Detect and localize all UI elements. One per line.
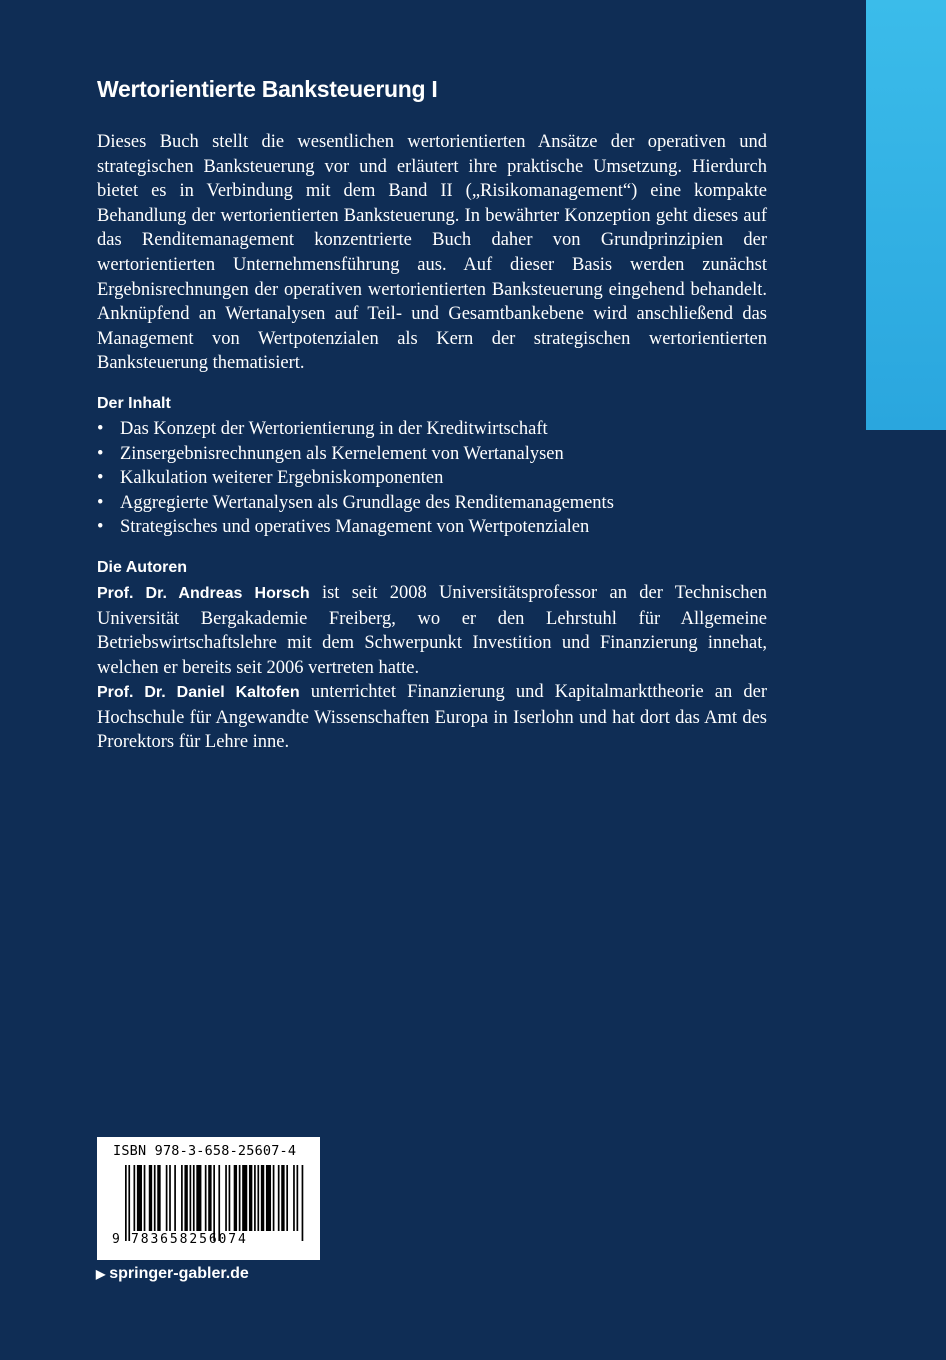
barcode-bar xyxy=(181,1165,183,1231)
barcode-bar xyxy=(208,1165,211,1231)
barcode-bar xyxy=(293,1165,295,1231)
author-bio: Prof. Dr. Daniel Kaltofen unterrichtet Finanzierung und Kapitalmarkttheorie an der Hochschule für Angewandte Wissenschaften Europa in Iserlohn und hat dort das Amt des Prorektors für Lehre inne. xyxy=(97,682,768,753)
barcode-bar xyxy=(254,1165,256,1231)
book-description: Dieses Buch stellt die wesentlichen wertorientierten Ansätze der operativen und strategischen Banksteuerung vor und erläutert ihre praktische Umsetzung. Hierdurch bietet es in Verbindung mit dem Band II („Risikomanagement“) eine kompakte Behandlung der wertorientierten Banksteuerung. In bewährter Konzeption geht dieses auf das Renditemanagement konzentrierte Buch daher von Grundprinzipien der wertorientierten Unternehmensführung aus. Auf dieser Basis werden zunächst Ergebnisrechnungen der operativen wertorientierten Banksteuerung eingehend behandelt. Anknüpfend an Wertanalysen auf Teil- und Gesamtbankebene wird anschließend das Management von Wertpotenzialen als Kern der strategischen wertorientierten Banksteuerung thematisiert. xyxy=(97,132,767,374)
list-item: • Das Konzept der Wertorientierung in der Kreditwirtschaft xyxy=(97,417,767,442)
author-name: Prof. Dr. Daniel Kaltofen xyxy=(97,684,300,702)
bullet-icon: • xyxy=(97,443,104,464)
contents-heading: Der Inhalt xyxy=(97,394,171,412)
barcode-bar xyxy=(302,1165,304,1241)
publisher-website-link[interactable] xyxy=(96,1265,249,1283)
barcode-bar xyxy=(149,1165,152,1231)
barcode-bar xyxy=(225,1165,227,1231)
barcode-bar xyxy=(190,1165,192,1231)
barcode-bar xyxy=(234,1165,237,1231)
barcode-bar xyxy=(286,1165,288,1231)
barcode-bar xyxy=(166,1165,168,1231)
barcode-bar xyxy=(128,1165,130,1241)
website-text: springer-gabler.de xyxy=(109,1265,249,1282)
barcode-bar xyxy=(125,1165,127,1241)
cover-accent-stripe xyxy=(866,0,946,430)
barcode-bar xyxy=(239,1165,241,1231)
barcode-bar xyxy=(144,1165,146,1231)
barcode-bar xyxy=(249,1165,252,1231)
barcode-bar xyxy=(196,1165,201,1231)
list-item: • Aggregierte Wertanalysen als Grundlage des Renditemanagements xyxy=(97,491,767,516)
back-cover-content xyxy=(97,74,767,755)
barcode-bar xyxy=(229,1165,231,1231)
barcode-bar xyxy=(281,1165,284,1231)
ean-first-digit: 9 xyxy=(112,1232,120,1247)
barcode-bars xyxy=(125,1165,305,1241)
ean-digits: 783658256074 xyxy=(131,1232,248,1247)
author-name: Prof. Dr. Andreas Horsch xyxy=(97,584,310,602)
barcode-bar xyxy=(278,1165,280,1231)
barcode-bar xyxy=(174,1165,176,1231)
barcode-bar xyxy=(133,1165,135,1231)
barcode-bar xyxy=(297,1165,299,1231)
bullet-icon: • xyxy=(97,517,104,538)
barcode-bar xyxy=(273,1165,275,1231)
play-arrow-icon: ▶ xyxy=(96,1267,106,1281)
barcode-bar xyxy=(213,1165,215,1241)
list-item: • Kalkulation weiterer Ergebniskomponenten xyxy=(97,466,767,491)
barcode-bar xyxy=(266,1165,271,1231)
list-item: • Zinsergebnisrechnungen als Kernelement von Wertanalysen xyxy=(97,442,767,467)
barcode-bar xyxy=(257,1165,259,1231)
author-bio: Prof. Dr. Andreas Horsch ist seit 2008 Universitätsprofessor an der Technischen Universität Bergakademie Freiberg, wo er den Lehrstuhl für Allgemeine Betriebswirtschaftslehre mit dem Schwerpunkt Investition und Finanzierung innehat, welchen er bereits seit 2006 vertreten hatte. xyxy=(97,582,768,678)
barcode-bar xyxy=(205,1165,207,1231)
bullet-icon: • xyxy=(97,468,104,489)
barcode-bar xyxy=(169,1165,171,1231)
barcode-bar xyxy=(242,1165,247,1231)
barcode-bar xyxy=(184,1165,187,1231)
bullet-icon: • xyxy=(97,418,104,439)
isbn-barcode xyxy=(97,1137,320,1260)
barcode-bar xyxy=(193,1165,195,1231)
contents-list xyxy=(97,417,767,540)
barcode-bar xyxy=(137,1165,142,1231)
barcode-bar xyxy=(218,1165,220,1241)
book-title: Wertorientierte Banksteuerung I xyxy=(97,76,438,102)
barcode-bar xyxy=(154,1165,156,1231)
authors-heading: Die Autoren xyxy=(97,558,188,576)
bullet-icon: • xyxy=(97,492,104,513)
isbn-label: ISBN 978-3-658-25607-4 xyxy=(113,1143,297,1159)
barcode-bar xyxy=(261,1165,264,1231)
barcode-bar xyxy=(157,1165,160,1231)
list-item: • Strategisches und operatives Management von Wertpotenzialen xyxy=(97,515,767,540)
